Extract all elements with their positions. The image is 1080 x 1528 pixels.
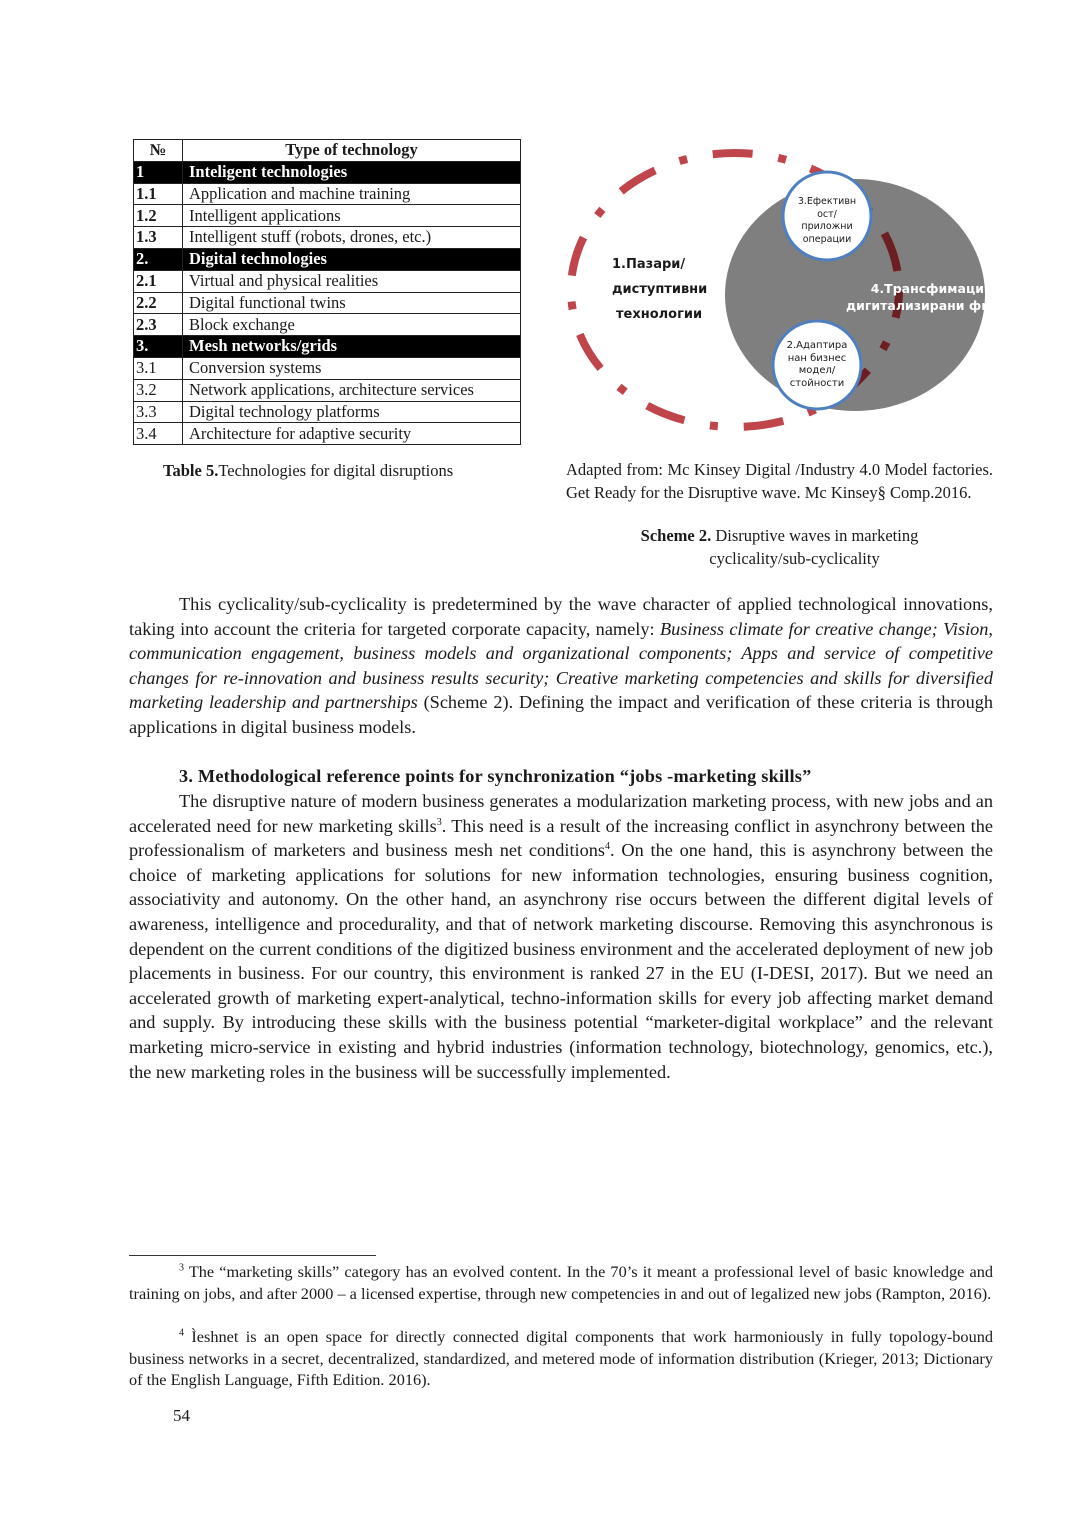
row-number: 3.1 xyxy=(134,357,183,379)
row-number: 3.4 xyxy=(134,423,183,445)
row-number: 2.2 xyxy=(134,292,183,314)
table-section-row xyxy=(134,161,521,183)
label-4-line-2: дигитализирани фирми xyxy=(846,298,1018,313)
p1-text-end: (Scheme 2). Defining the impact and verification of these criteria is through applications in digital business models. xyxy=(129,692,993,737)
table-caption-text: Technologies for digital disruptions xyxy=(218,461,454,480)
table-row xyxy=(134,423,521,445)
row-technology-type: Intelligent applications xyxy=(183,205,521,227)
label-3-line-2: ост/ xyxy=(817,208,837,220)
table-caption-label: Table 5. xyxy=(163,461,219,480)
p2-text-a: The disruptive nature of modern business generates a modularization marketing process, with new jobs and an accelerated need for new marketing skills xyxy=(129,791,993,836)
row-technology-type: Application and machine training xyxy=(183,183,521,205)
table-row xyxy=(134,270,521,292)
page-number: 54 xyxy=(173,1406,190,1425)
footnote-ref-4[interactable]: 4 xyxy=(605,841,611,853)
row-number: 2. xyxy=(134,248,183,270)
p2-text-b: . This need is a result of the increasing conflict in asynchrony between the professionalism of marketers and business mesh net conditions xyxy=(129,815,993,861)
row-number: 3.3 xyxy=(134,401,183,423)
paragraph-cyclicality xyxy=(129,592,993,740)
table-section-row xyxy=(134,336,521,358)
row-technology-type: Architecture for adaptive security xyxy=(183,423,521,445)
label-2-line-2: нан бизнес xyxy=(787,352,847,364)
label-business-model-adaptation xyxy=(777,340,857,390)
scheme-caption xyxy=(566,525,993,570)
table-row xyxy=(134,314,521,336)
table-row xyxy=(134,357,521,379)
row-number: 2.1 xyxy=(134,270,183,292)
row-technology-type: Inteligent technologies xyxy=(183,161,521,183)
p2-text-c: . On the one hand, this is asynchrony between the choice of marketing applications for solutions for new information technologies, ensuring business cognition, associativity and autonomy. On the other hand, an asynchrony rise occurs between the different digital levels of awareness, intelligence and procedurality, and that of network marketing discourse. Removing this asynchronous is dependent on the current conditions of the digitized business environment and the accelerated deployment of new job placements in business. For our country, this environment is ranked 27 in the EU (I-DESI, 2017). But we need an accelerated growth of marketing expert-analytical, techno-information skills for every job affecting market demand and supply. By introducing these skills with the business potential “marketer-digital workplace” and the relevant marketing micro-service in existing and hybrid industries (information technology, biotechnology, genomics, etc.), the new marketing roles in the business will be successfully implemented. xyxy=(129,840,993,1082)
row-technology-type: Network applications, architecture services xyxy=(183,379,521,401)
row-technology-type: Digital functional twins xyxy=(183,292,521,314)
technology-table xyxy=(133,139,521,445)
footnote-separator xyxy=(129,1255,376,1256)
row-number: 3. xyxy=(134,336,183,358)
label-2-line-4: стойности xyxy=(789,377,845,389)
paragraph-methodology xyxy=(129,789,993,1084)
table-row xyxy=(134,292,521,314)
label-4-line-1: 4.Трансфимации в xyxy=(870,281,1005,296)
p1-italic-criteria: Business climate for creative change; Vision, communication engagement, business models and organizational components; Apps and service of competitive changes for re-innovation and business results security; Creative marketing competencies and skills for diversified marketing leadership and partnerships xyxy=(129,618,994,713)
table-caption xyxy=(163,460,453,481)
row-number: 1.3 xyxy=(134,227,183,249)
row-technology-type: Mesh networks/grids xyxy=(183,336,521,358)
footnote-4 xyxy=(129,1326,993,1391)
scheme-caption-line-1: Disruptive waves in marketing xyxy=(715,526,919,545)
table-row xyxy=(134,401,521,423)
section-heading: 3. Methodological reference points for synchronization “jobs -marketing skills” xyxy=(179,766,812,786)
row-number: 2.3 xyxy=(134,314,183,336)
label-efficiency-operations xyxy=(787,196,867,246)
table-body xyxy=(134,161,521,444)
footnote-mark-4: 4 xyxy=(179,1327,184,1339)
table-row xyxy=(134,205,521,227)
label-markets-disruptive-tech xyxy=(612,252,712,327)
row-number: 1.1 xyxy=(134,183,183,205)
row-technology-type: Conversion systems xyxy=(183,357,521,379)
p1-text-start: This cyclicality/sub-cyclicality is predetermined by the wave character of applied technological innovations, taking into account the criteria for targeted corporate capacity, namely: xyxy=(129,594,993,639)
table-section-row xyxy=(134,248,521,270)
label-digitalized-firms xyxy=(778,280,1018,314)
row-number: 1 xyxy=(134,161,183,183)
footnote-ref-3[interactable]: 3 xyxy=(436,816,442,828)
footnote-mark-3: 3 xyxy=(179,1262,184,1274)
row-number: 3.2 xyxy=(134,379,183,401)
label-3-line-3: приложни xyxy=(801,221,853,232)
scheme-diagram xyxy=(550,130,1020,450)
row-number: 1.2 xyxy=(134,205,183,227)
label-3-line-1: 3.Ефективн xyxy=(797,196,857,207)
row-technology-type: Intelligent stuff (robots, drones, etc.) xyxy=(183,227,521,249)
footnote-3-text: The “marketing skills” category has an evolved content. In the 70’s it meant a professional level of basic knowledge and training on jobs, and after 2000 – a licensed expertise, through new competencies in and out of legalized new jobs (Rampton, 2016). xyxy=(129,1262,993,1303)
label-1-line-1: 1.Пазари/ xyxy=(612,257,686,272)
column-header-number: № xyxy=(134,140,183,162)
row-technology-type: Digital technologies xyxy=(183,248,521,270)
table-row xyxy=(134,379,521,401)
footnote-4-text: Ìeshnet is an open space for directly connected digital components that work harmoniously in fully topology-bound business networks in a secret, decentralized, standardized, and metered mode of information distribution (Krieger, 2013; Dictionary of the English Language, Fifth Edition. 2016). xyxy=(129,1327,993,1389)
label-3-line-4: операции xyxy=(802,233,852,245)
table-row xyxy=(134,227,521,249)
scheme-source: Adapted from: Mc Kinsey Digital /Industry 4.0 Model factories. Get Ready for the Disruptive wave. Mc Kinsey§ Comp.2016. xyxy=(566,460,993,502)
row-technology-type: Digital technology platforms xyxy=(183,401,521,423)
row-technology-type: Block exchange xyxy=(183,314,521,336)
table-row xyxy=(134,183,521,205)
row-technology-type: Virtual and physical realities xyxy=(183,270,521,292)
scheme-caption-label: Scheme 2. xyxy=(640,526,712,545)
label-1-line-2: диступтивни xyxy=(612,282,708,297)
label-2-line-1: 2.Адаптира xyxy=(786,340,848,351)
label-2-line-3: модел/ xyxy=(798,365,836,376)
footnote-3 xyxy=(129,1261,993,1304)
label-1-line-3: технологии xyxy=(616,307,703,322)
table-header-row xyxy=(134,140,521,162)
scheme-caption-line-2: cyclicality/sub-cyclicality xyxy=(709,548,880,568)
column-header-type: Type of technology xyxy=(183,140,521,162)
